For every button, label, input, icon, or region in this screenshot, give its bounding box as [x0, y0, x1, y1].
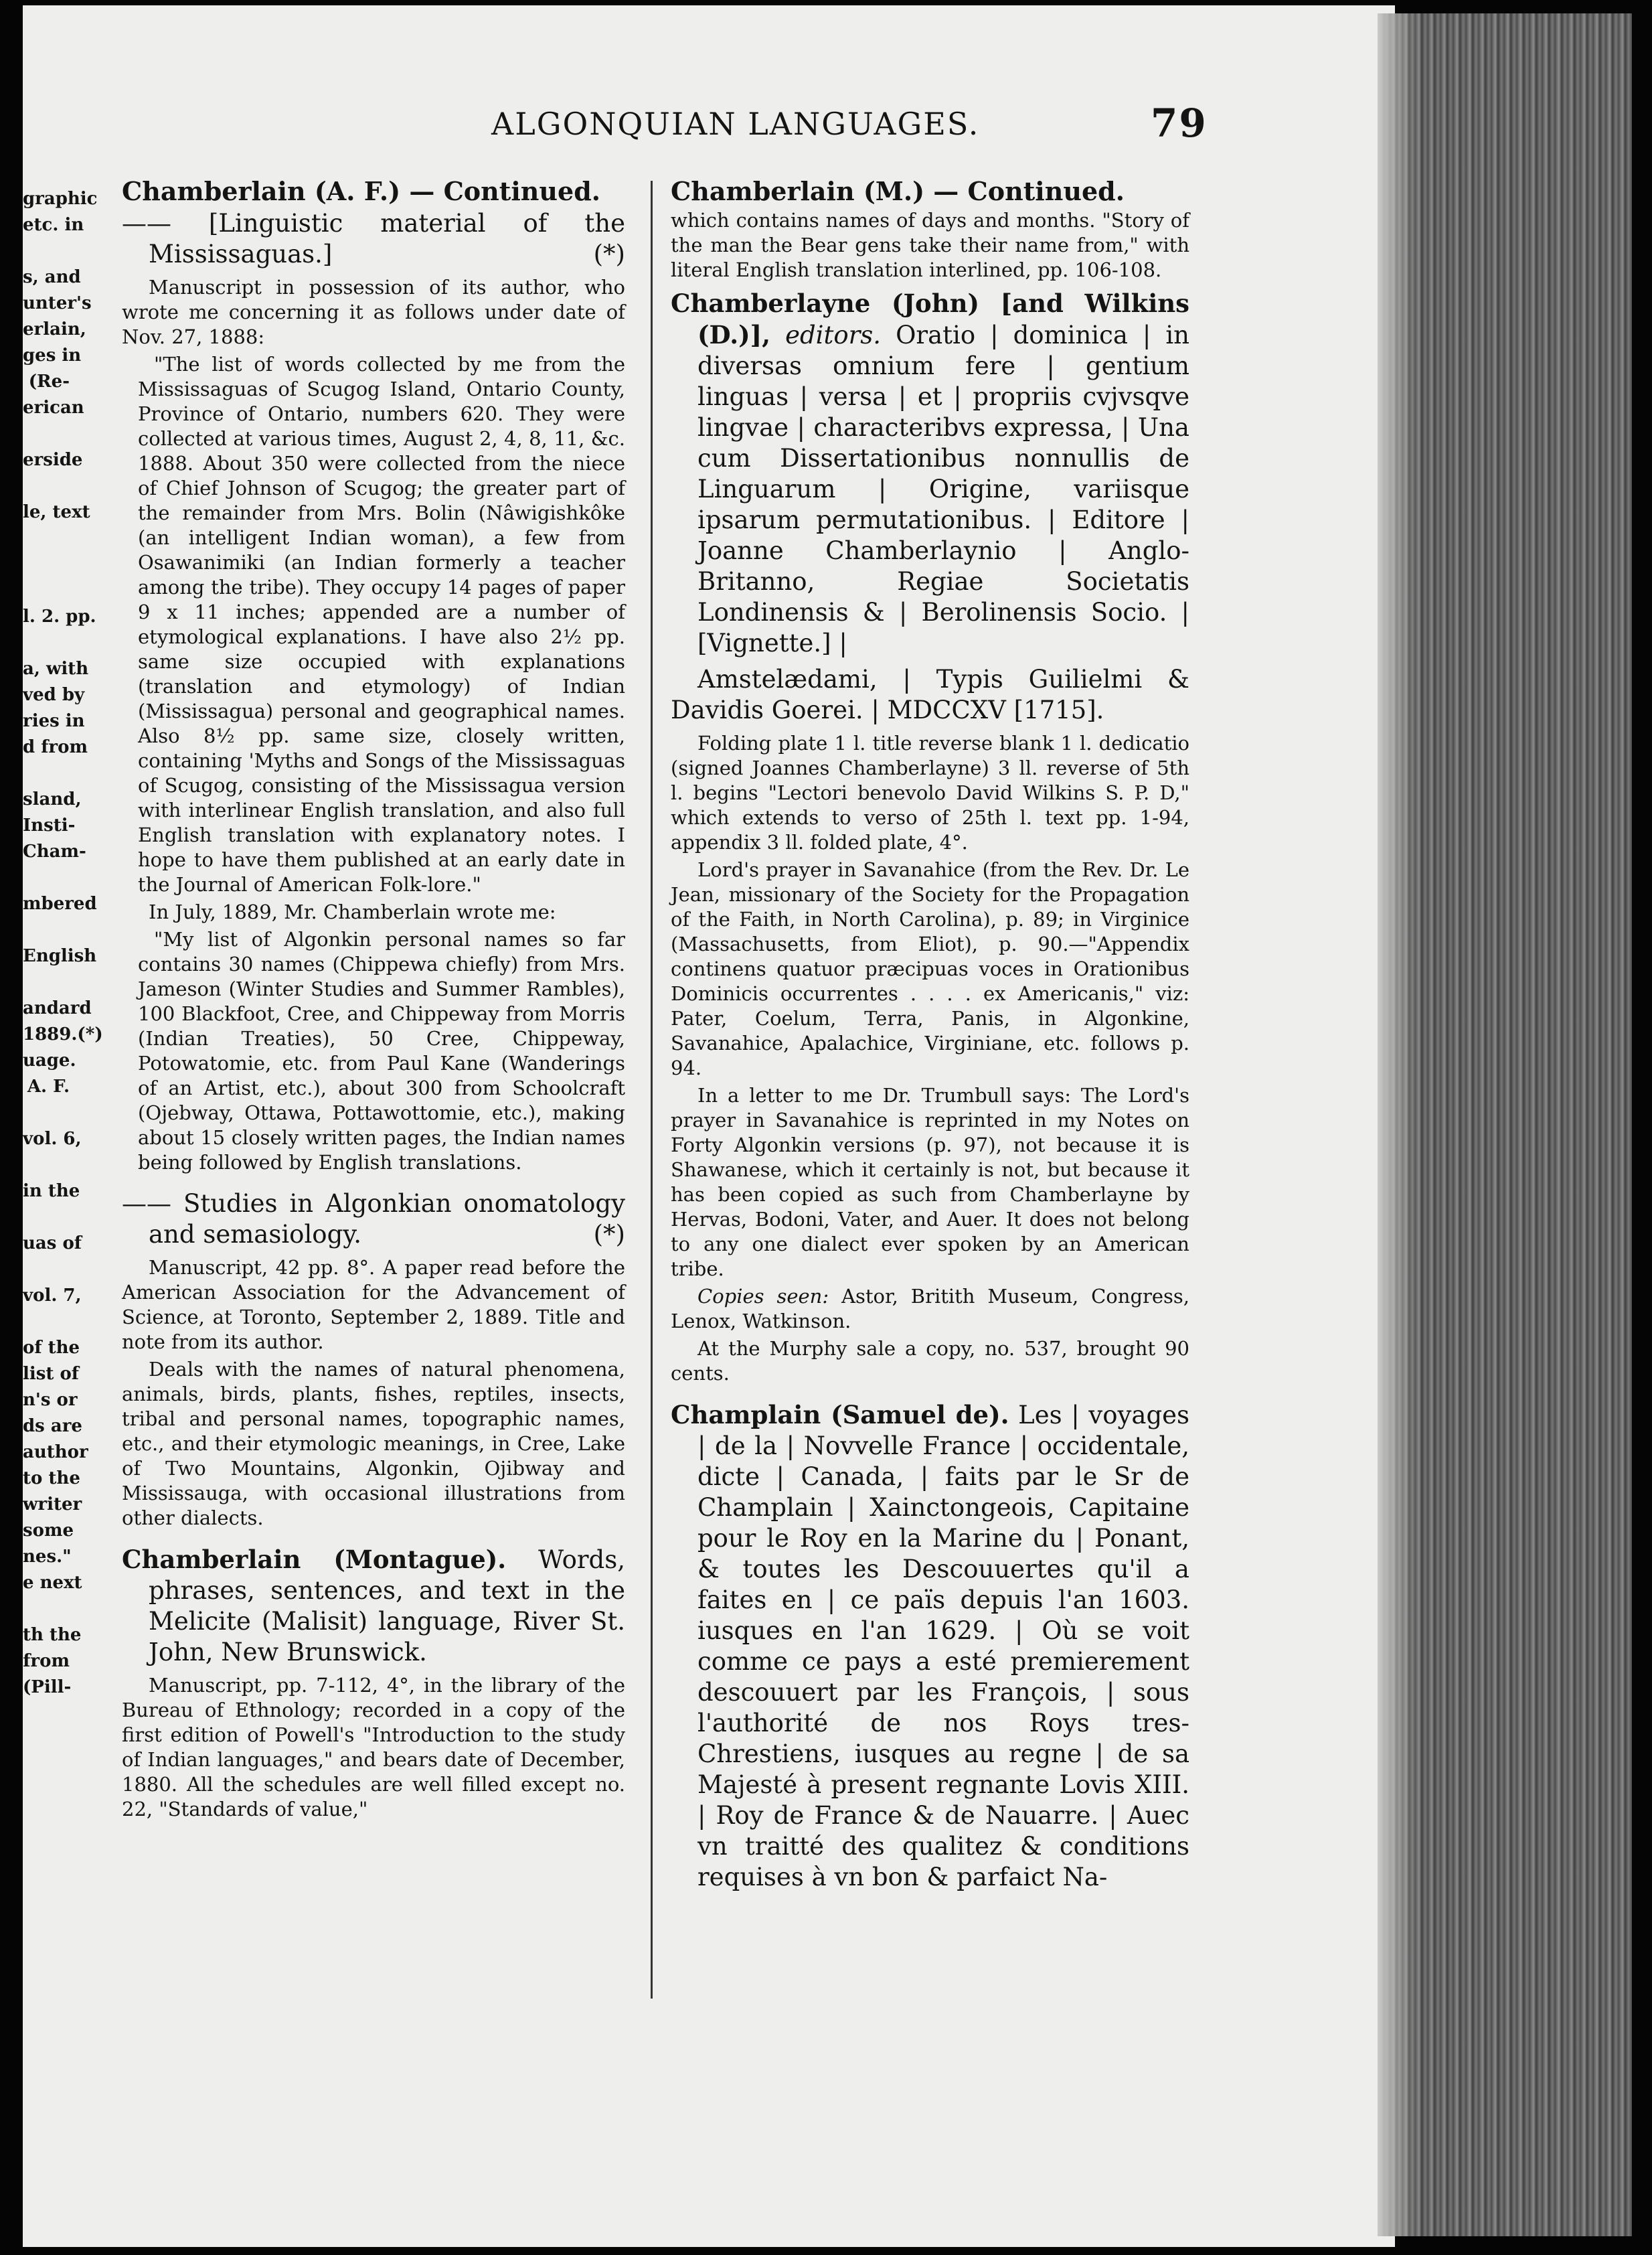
- entry-mark: (*): [593, 1220, 625, 1249]
- entry-note: Manuscript in possession of its author, who wrote me concerning it as follows under date of Nov. 27, 1888:: [122, 276, 625, 348]
- entry-title: [671, 288, 1189, 659]
- entry-title: [122, 208, 625, 270]
- entry-champlain: [671, 1399, 1189, 1893]
- previous-page-fragment: (Re-: [28, 372, 70, 392]
- previous-page-fragment: to the: [23, 1468, 80, 1488]
- previous-page-fragment: ds are: [23, 1416, 82, 1436]
- entry-chamberlayne: [671, 288, 1189, 1386]
- running-head-title: ALGONQUIAN LANGUAGES.: [491, 106, 980, 142]
- entry-note: Deals with the names of natural phenomena, animals, birds, plants, fishes, reptiles, insects, tribal and personal names, topographic names, etc., and their etymologic meanings, in Cree, Lake of Two Mountains, Algonkin, Ojibway and Mississauga, with occasional illustrations from other dialects.: [122, 1358, 625, 1529]
- entry-note: Manuscript, pp. 7-112, 4°, in the library of the Bureau of Ethnology; recorded in a copy of the first edition of Powell's "Introduction to the study of Indian languages," and bears date of December, 1880. All the schedules are well filled except no. 22, "Standards of value,": [122, 1674, 625, 1820]
- entry-chamberlain-montague: [122, 1544, 625, 1822]
- previous-page-fragment: from: [23, 1651, 70, 1671]
- entry-title-text: Oratio | dominica | in diversas omnium fere | gentium linguas | versa | et | propriis cvjvsqve lingvae | characteribvs expressa, | Una cum Dissertationibus nonnullis de Linguarum | Origine, variisque ipsarum permutationibus. | Editore | Joanne Chamberlaynio | Anglo-Britanno, Regiae Societatis Londinensis & | Berolinensis Socio. | [Vignette.] |: [697, 321, 1190, 657]
- entry-note: Lord's prayer in Savanahice (from the Rev. Dr. Le Jean, missionary of the Society for the Propagation of the Faith, in North Carolina), p. 89; in Virginice (Massachusetts, from Eliot), p. 90.—"Appendix continens quatuor præcipuas voces in Orationibus Dominicis occurrentes . . . . ex Americanis," viz: Pater, Coelum, Terra, Panis, in Algonkine, Savanahice, Apalachice, Virginiane, etc. follows p. 94.: [671, 858, 1189, 1079]
- previous-page-fragment: [23, 473, 70, 499]
- entry-copies-seen: [671, 1284, 1189, 1334]
- entry-quote: "The list of words collected by me from the Mississaguas of Scugog Island, Ontario County, Province of Ontario, numbers 620. They were collected at various times, August 2, 4, 8, 11, &c. 1888. About 350 were collected from the niece of Chief Johnson of Scugog; the greater part of the remainder from Mrs. Bolin (Nâwigishkôke (an intelligent Indian woman), a few from Osawanimiki (an Indian formerly a teacher among the tribe). They occupy 14 pages of paper 9 x 11 inches; appended are a number of etymological explanations. I have also 2½ pp. same size occupied with explanations (translation and etymology) of Indian (Mississagua) personal and geographical names. Also 8½ pp. same size, closely written, containing 'Myths and Songs of the Mississaguas of Scugog, consisting of the Mississagua version with interlinear English translation, and also full English translation with explanatory notes. I hope to have them published at an early date in the Journal of American Folk-lore.": [138, 353, 625, 896]
- previous-page-fragment: [23, 630, 70, 656]
- left-column: [122, 176, 625, 1824]
- previous-page-fragment: some: [23, 1521, 74, 1541]
- column-rule: [651, 181, 653, 1999]
- previous-page-fragment: sland,: [23, 789, 82, 809]
- entry-note: In July, 1889, Mr. Chamberlain wrote me:: [149, 901, 556, 923]
- previous-page-fragment: ges in: [23, 345, 82, 366]
- right-column: [671, 176, 1189, 1898]
- book-page: [23, 5, 1395, 2247]
- previous-page-fragment: graphic: [23, 189, 98, 209]
- previous-page-fragment: [23, 1257, 70, 1283]
- entry-title-text: Les | voyages | de la | Novvelle France | occidentale, dicte | Canada, | faits par le Sr de Champlain | Xainctongeois, Capitaine pour le Roy en la Marine du | Ponant, & toutes les Descouuertes qu'il a faites en | ce païs depuis l'an 1603. iusques en l'an 1629. | Où se voit comme ce pays a esté premierement descouuert par les François, | sous l'authorité de nos Roys tres-Chrestiens, iusques au regne | de sa Majesté à present regnante Lovis XIII. | Roy de France & de Nauarre. | Auec vn traitté des qualitez & conditions requises à vn bon & parfaict Na-: [697, 1401, 1190, 1891]
- previous-page-fragment: [23, 1309, 70, 1335]
- previous-page-fragment: a, with: [23, 659, 89, 679]
- previous-page-fragment: [23, 421, 70, 447]
- previous-page-fragment: author: [23, 1442, 88, 1462]
- entry-title: [671, 1399, 1189, 1893]
- entry-note: Manuscript, 42 pp. 8°. A paper read before the American Association for the Advancement of Science, at Toronto, September 2, 1889. Title and note from its author.: [122, 1256, 625, 1353]
- entry-heading: Chamberlain (M.) — Continued.: [671, 176, 1125, 206]
- entry-chamberlain-m-continued: [671, 176, 1189, 283]
- entry-note: In a letter to me Dr. Trumbull says: The Lord's prayer in Savanahice is reprinted in my Notes on Forty Algonkin versions (p. 97), not because it is Shawanese, which it certainly is not, but because it has been copied as such from Chamberlayne by Hervas, Bodoni, Vater, and Auer. It does not belong to any one dialect ever spoken by an American tribe.: [671, 1084, 1189, 1280]
- previous-page-fragment: n's or: [23, 1390, 78, 1410]
- previous-page-fragment: writer: [23, 1494, 82, 1514]
- entry-title: [122, 1188, 625, 1250]
- entry-continuation: which contains names of days and months. "Story of the man the Bear gens take their name from," with literal English translation interlined, pp. 106-108.: [671, 209, 1189, 281]
- previous-page-fragment: [23, 1596, 70, 1622]
- previous-page-fragment: vol. 7,: [23, 1286, 82, 1306]
- entry-title-text: —— Studies in Algonkian onomatology and semasiology.: [122, 1189, 625, 1249]
- previous-page-fragment: vol. 6,: [23, 1129, 82, 1149]
- entry-editors: editors.: [785, 321, 882, 349]
- previous-page-fragment: of the: [23, 1338, 80, 1358]
- previous-page-fragment: [23, 1204, 70, 1231]
- previous-page-fragment: in the: [23, 1181, 80, 1201]
- previous-page-fragment: andard: [23, 998, 92, 1018]
- previous-page-fragment: s, and: [23, 267, 81, 287]
- previous-page-fragment: [23, 238, 70, 264]
- previous-page-fragment: [23, 552, 70, 578]
- previous-page-fragment: nes.": [23, 1547, 72, 1567]
- entry-mark: (*): [593, 240, 625, 268]
- previous-page-fragment: le, text: [23, 502, 90, 522]
- page-edge-shade: [1378, 13, 1418, 2236]
- previous-page-fragment: ved by: [23, 685, 85, 705]
- previous-page-fragment: Insti-: [23, 815, 76, 836]
- previous-page-fragment: etc. in: [23, 215, 84, 235]
- previous-page-fragment: [23, 1100, 70, 1126]
- page-number: 79: [1151, 100, 1208, 146]
- entry-heading: Chamberlain (A. F.) — Continued.: [122, 176, 601, 206]
- previous-page-fragment: English: [23, 946, 97, 966]
- previous-page-fragment: uage.: [23, 1051, 76, 1071]
- previous-page-fragment: list of: [23, 1364, 79, 1384]
- previous-page-fragment: A. F.: [27, 1077, 70, 1097]
- entry-chamberlain-af-continued: [122, 176, 625, 1175]
- previous-page-fragment: erican: [23, 398, 84, 418]
- previous-page-fragment: [23, 865, 70, 891]
- previous-page-fragment: [23, 969, 70, 996]
- previous-page-fragment: (Pill-: [23, 1677, 72, 1697]
- entry-imprint: Amstelædami, | Typis Guilielmi & Davidis Goerei. | MDCCXV [1715].: [671, 665, 1189, 724]
- entry-note: Folding plate 1 l. title reverse blank 1 l. dedicatio (signed Joannes Chamberlayne) 3 ll. reverse of 5th l. begins "Lectori benevolo David Wilkins S. P. D," which extends to verso of 25th l. text pp. 1-94, appendix 3 ll. folded plate, 4°.: [671, 732, 1189, 854]
- entry-title: [122, 1544, 625, 1668]
- entry-title-text: —— [Linguistic material of the Mississaguas.]: [122, 209, 625, 268]
- previous-page-fragment: [23, 917, 70, 943]
- previous-page-fragment: l. 2. pp.: [23, 607, 96, 627]
- previous-page-fragment: [23, 578, 70, 604]
- copies-seen-list: Astor, Britith Museum, Congress, Lenox, Watkinson.: [671, 1285, 1190, 1332]
- entry-heading: Champlain (Samuel de).: [671, 1400, 1009, 1429]
- entry-quote: "My list of Algonkin personal names so far contains 30 names (Chippewa chiefly) from Mrs. Jameson (Winter Studies and Summer Rambles), 100 Blackfoot, Cree, and Chippeway from Morris (Indian Treaties), 50 Cree, Chippeway, Potowatomie, etc. from Paul Kane (Wanderings of an Artist, etc.), about 300 from Schoolcraft (Ojebway, Ottawa, Pottawottomie, etc.), making about 15 closely written pages, the Indian names being followed by English translations.: [138, 928, 625, 1174]
- copies-seen-label: Copies seen:: [697, 1285, 829, 1308]
- entry-title-text: Words, phrases, sentences, and text in the Melicite (Malisit) language, River St. John, New Brunswick.: [149, 1545, 625, 1666]
- entry-heading: Chamberlayne (John) [and Wilkins (D.)],: [671, 289, 1189, 349]
- previous-page-fragment: uas of: [23, 1233, 82, 1253]
- entry-heading: Chamberlain (Montague).: [122, 1545, 507, 1574]
- previous-page-fragment: erlain,: [23, 319, 86, 339]
- previous-page-fragment: e next: [23, 1573, 82, 1593]
- previous-page-fragment: ries in: [23, 711, 85, 731]
- previous-page-fragments: [23, 186, 103, 1701]
- previous-page-fragment: 1889.(*): [23, 1024, 103, 1044]
- previous-page-fragment: [23, 526, 70, 552]
- previous-page-fragment: [23, 1152, 70, 1178]
- previous-page-fragment: th the: [23, 1625, 82, 1645]
- previous-page-fragment: [23, 761, 70, 787]
- previous-page-fragment: d from: [23, 737, 88, 757]
- entry-note: At the Murphy sale a copy, no. 537, brought 90 cents.: [671, 1337, 1189, 1385]
- previous-page-fragment: unter's: [23, 293, 92, 313]
- previous-page-fragment: erside: [23, 450, 83, 470]
- entry-studies-algonkian: [122, 1188, 625, 1531]
- previous-page-fragment: Cham-: [23, 842, 86, 862]
- previous-page-fragment: mbered: [23, 894, 97, 914]
